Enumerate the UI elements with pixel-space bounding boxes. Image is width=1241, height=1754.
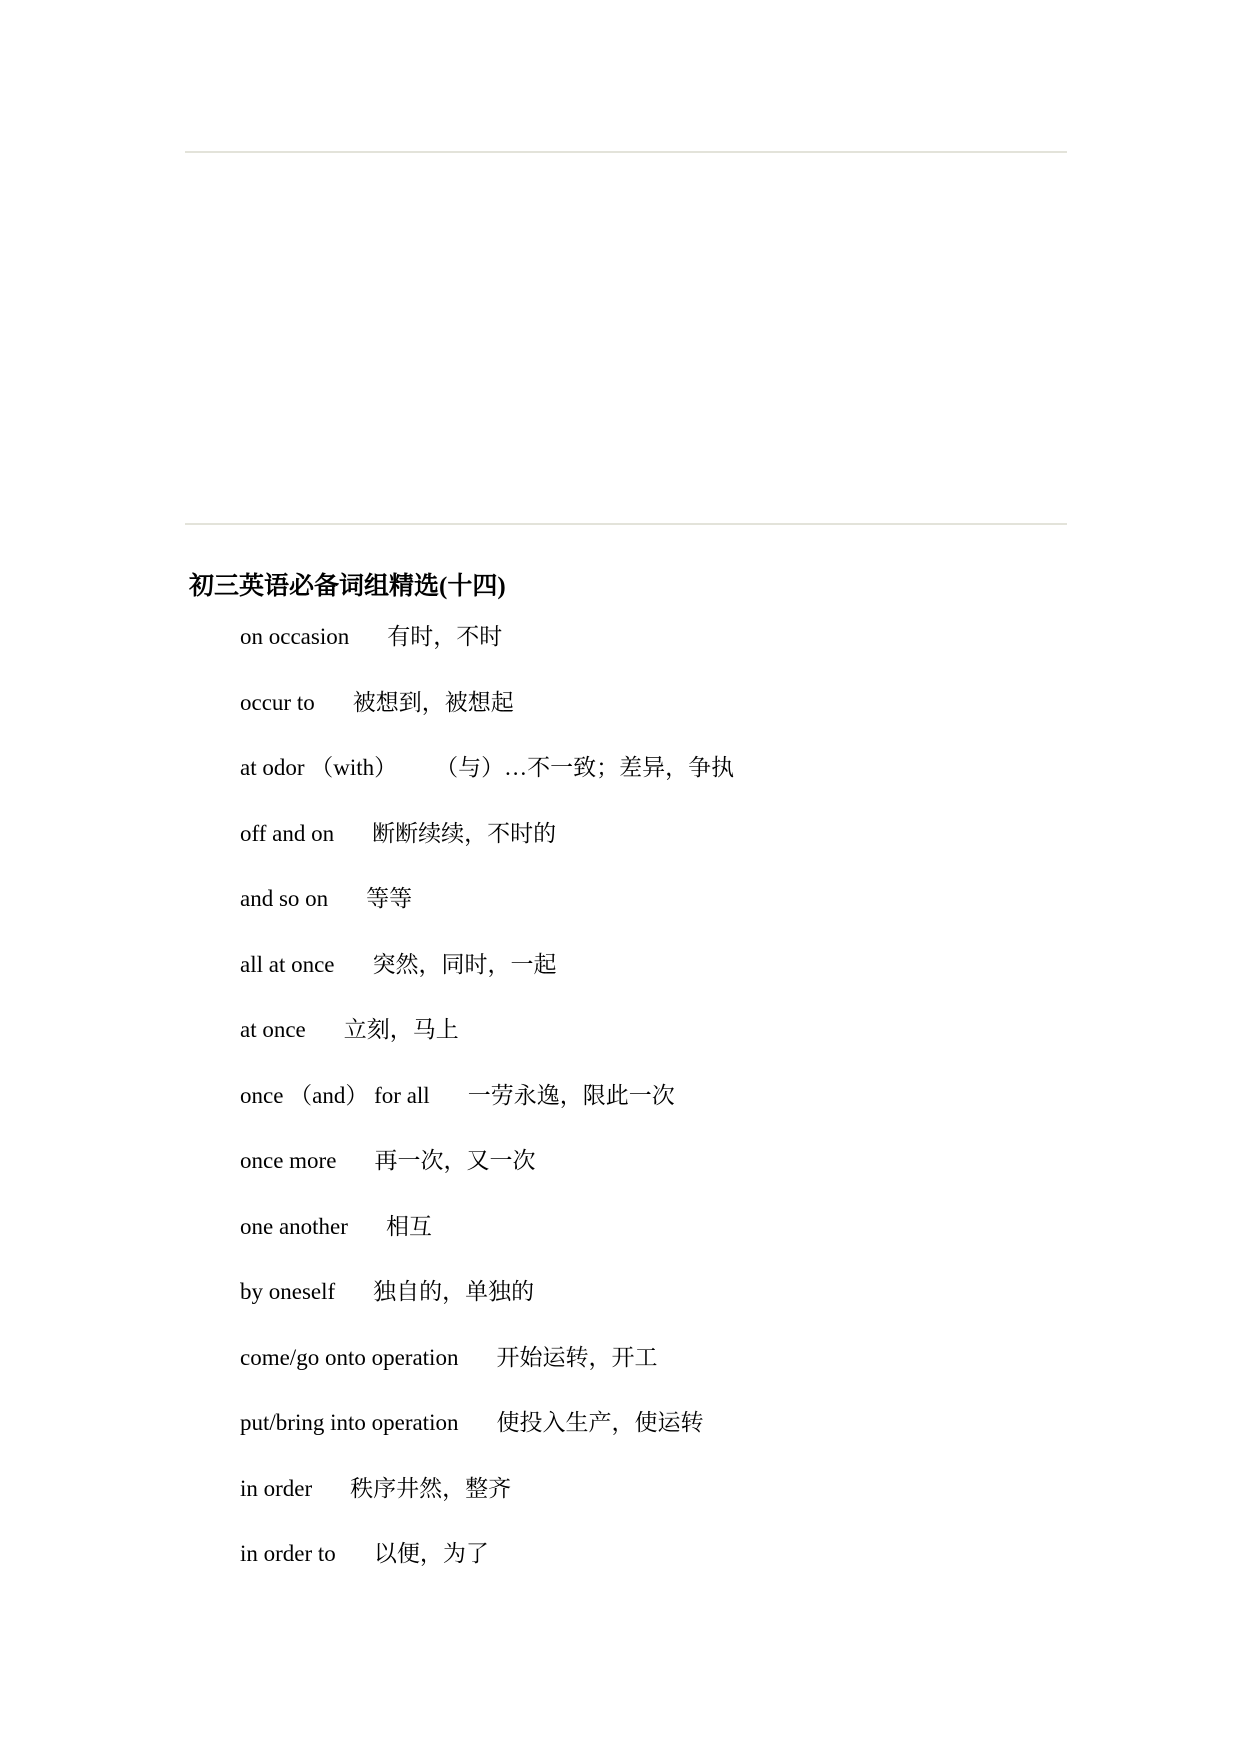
list-item (240, 882, 734, 948)
phrase-text: put/bring into operation (240, 1410, 459, 1435)
meaning-text: 立刻，马上 (343, 1017, 459, 1042)
phrase-text: in order to (240, 1541, 336, 1566)
phrase-text: once （and） for all (240, 1082, 430, 1108)
meaning-text: 使投入生产，使运转 (496, 1410, 704, 1435)
list-item (240, 1013, 734, 1079)
list-item (240, 686, 734, 752)
phrase-text: once more (240, 1148, 337, 1173)
meaning-text: 断断续续，不时的 (372, 820, 557, 846)
list-item (240, 1144, 734, 1210)
phrase-text: come/go onto operation (240, 1344, 459, 1370)
phrase-text: on occasion (240, 624, 350, 649)
phrase-text: off and on (240, 820, 335, 846)
list-item (240, 948, 734, 1014)
list-item (240, 751, 734, 817)
meaning-text: 突然，同时，一起 (372, 951, 557, 977)
document-title: 初三英语必备词组精选(十四) (189, 573, 506, 600)
meaning-text: 秩序井然，整齐 (350, 1475, 512, 1501)
meaning-text: 有时，不时 (387, 624, 503, 649)
phrase-text: and so on (240, 886, 329, 911)
phrase-text: at odor （with） (240, 755, 398, 780)
phrase-text: one another (240, 1213, 348, 1239)
list-item (240, 1210, 734, 1276)
meaning-text: 等等 (366, 886, 413, 911)
meaning-text: 一劳永逸，限此一次 (467, 1082, 675, 1108)
list-item (240, 817, 734, 883)
meaning-text: 开始运转，开工 (496, 1344, 658, 1370)
phrase-text: in order (240, 1475, 313, 1501)
list-item (240, 1472, 734, 1538)
list-item (240, 1341, 734, 1407)
section-divider (185, 523, 1067, 525)
list-item (240, 1406, 734, 1472)
phrase-text: at once (240, 1017, 306, 1042)
meaning-text: 被想到，被想起 (352, 689, 514, 715)
meaning-text: 再一次，又一次 (374, 1148, 536, 1173)
list-item (240, 1079, 734, 1145)
phrase-text: all at once (240, 951, 335, 977)
phrase-text: by oneself (240, 1279, 336, 1304)
list-item (240, 620, 734, 686)
list-item (240, 1275, 734, 1341)
meaning-text: （与）…不一致；差异，争执 (435, 755, 735, 780)
meaning-text: 相互 (385, 1213, 432, 1239)
phrase-text: occur to (240, 689, 315, 715)
list-item (240, 1537, 734, 1603)
phrase-list (240, 620, 734, 1603)
meaning-text: 以便，为了 (373, 1541, 489, 1566)
meaning-text: 独自的，单独的 (373, 1279, 535, 1304)
top-divider (185, 151, 1067, 153)
